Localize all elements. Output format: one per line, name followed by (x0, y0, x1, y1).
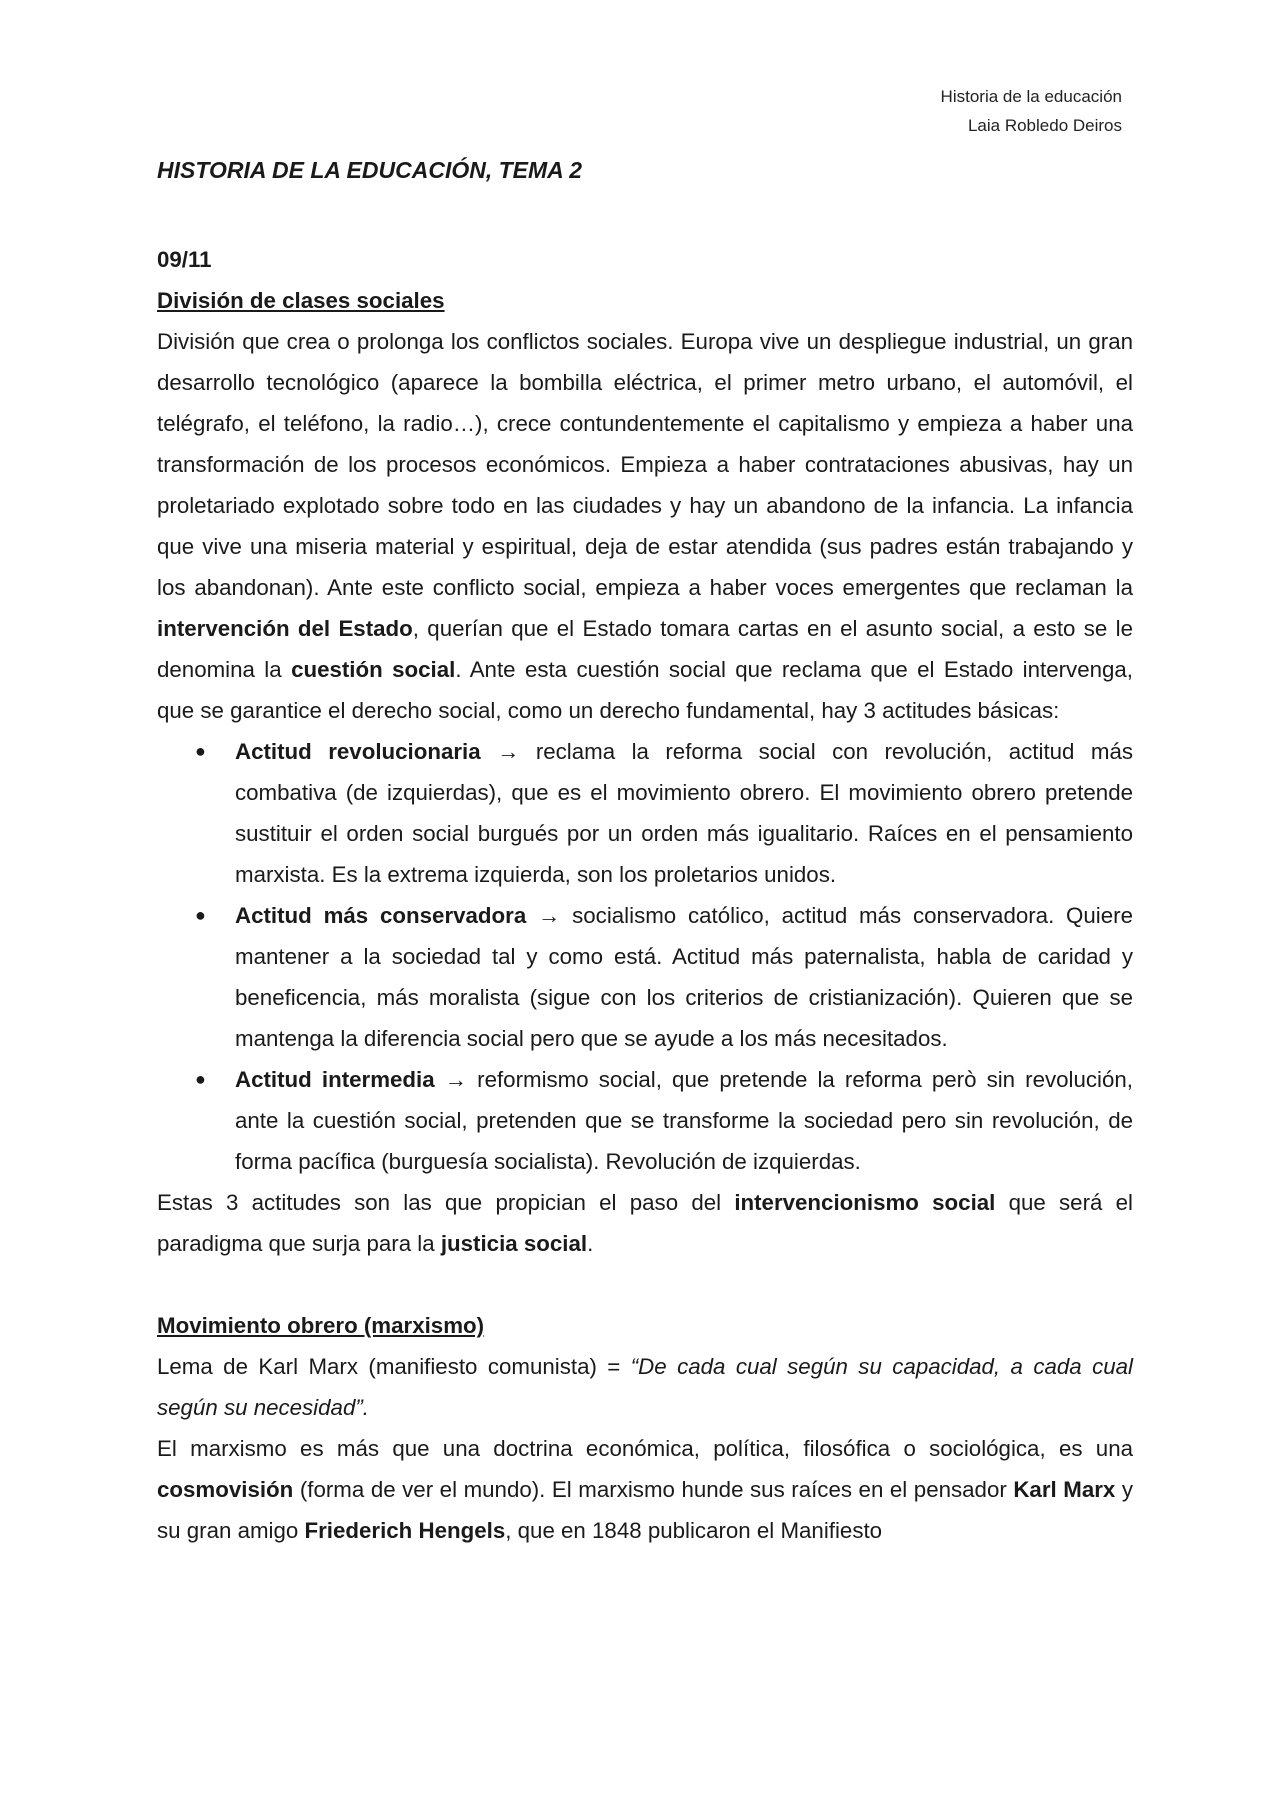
bullet-label: Actitud intermedia (235, 1067, 435, 1092)
closing-text-3: . (587, 1231, 594, 1256)
lema-quote: “De cada cual según su capacidad, a cada cual según su necesidad”. (157, 1354, 1133, 1420)
bullet-icon: ● (195, 741, 206, 761)
section-heading-movimiento-obrero: Movimiento obrero (marxismo) (157, 1313, 485, 1338)
header-author: Laia Robledo Deiros (967, 116, 1122, 135)
list-item-revolucionaria (157, 731, 1133, 895)
marx-text-3: y su gran amigo (157, 1477, 1134, 1543)
list-item-conservadora (157, 895, 1133, 1059)
closing-text-2: que será el paradigma que surja para la (157, 1190, 1133, 1256)
bullet-text: → socialismo católico, actitud más conservadora. Quiere mantener a la sociedad tal y como está. Actitud más paternalista, habla de caridad y beneficencia, más moralista (sigue con los criterios de cristianización). Quieren que se mantenga la diferencia social pero que se ayude a los más necesitados. (235, 903, 1133, 1051)
marxismo-paragraph (157, 1428, 1133, 1551)
marx-bold-1: cosmovisión (157, 1477, 294, 1502)
bullet-text: → reformismo social, que pretende la reforma però sin revolución, ante la cuestión social, pretenden que se transforme la sociedad pero sin revolución, de forma pacífica (burguesía socialista). Revolución de izquierdas. (235, 1067, 1133, 1174)
bullet-icon: ● (195, 1069, 206, 1089)
closing-bold-1: intervencionismo social (734, 1190, 996, 1215)
lema-text: Lema de Karl Marx (manifiesto comunista) = (157, 1354, 631, 1379)
marx-bold-2: Karl Marx (1013, 1477, 1116, 1502)
marx-text-4: , que en 1848 publicaron el Manifiesto (505, 1518, 883, 1543)
intro-text-3: . Ante esta cuestión social que reclama que el Estado intervenga, que se garantice el derecho social, como un derecho fundamental, hay 3 actitudes básicas: (157, 657, 1133, 723)
closing-text-1: Estas 3 actitudes son las que propician el paso del (157, 1190, 735, 1215)
document-title: HISTORIA DE LA EDUCACIÓN, TEMA 2 (157, 157, 583, 183)
marx-bold-3: Friederich Hengels (304, 1518, 506, 1543)
section-heading-clases-sociales: División de clases sociales (157, 288, 445, 313)
bullet-label: Actitud más conservadora (235, 903, 527, 928)
attitudes-list (157, 731, 1133, 1182)
intro-bold-2: cuestión social (291, 657, 456, 682)
page-header (941, 82, 1122, 140)
bullet-text: → reclama la reforma social con revolución, actitud más combativa (de izquierdas), que es el movimiento obrero. El movimiento obrero pretende sustituir el orden social burgués por un orden más igualitario. Raíces en el pensamiento marxista. Es la extrema izquierda, son los proletarios unidos. (235, 739, 1134, 887)
entry-date: 09/11 (157, 247, 212, 272)
list-item-intermedia (157, 1059, 1133, 1182)
marx-text-1: El marxismo es más que una doctrina económica, política, filosófica o sociológica, es una (157, 1436, 1133, 1461)
lema-paragraph (157, 1346, 1133, 1428)
intro-bold-1: intervención del Estado (157, 616, 413, 641)
intro-paragraph (157, 321, 1133, 731)
header-course: Historia de la educación (940, 87, 1122, 106)
intro-text-1: División que crea o prolonga los conflictos sociales. Europa vive un despliegue industrial, un gran desarrollo tecnológico (aparece la bombilla eléctrica, el primer metro urbano, el automóvil, el telégrafo, el teléfono, la radio…), crece contundentemente el capitalismo y empieza a haber una transformación de los procesos económicos. Empieza a haber contrataciones abusivas, hay un proletariado explotado sobre todo en las ciudades y hay un abandono de la infancia. La infancia que vive una miseria material y espiritual, deja de estar atendida (sus padres están trabajando y los abandonan). Ante este conflicto social, empieza a haber voces emergentes que reclaman la (157, 329, 1133, 600)
intro-text-2: , querían que el Estado tomara cartas en el asunto social, a esto se le denomina la (157, 616, 1133, 682)
bullet-label: Actitud revolucionaria (235, 739, 481, 764)
closing-bold-2: justicia social (440, 1231, 588, 1256)
bullet-icon: ● (195, 905, 206, 925)
document-body (157, 150, 1133, 1551)
marx-text-2: (forma de ver el mundo). El marxismo hunde sus raíces en el pensador (293, 1477, 1014, 1502)
closing-paragraph (157, 1182, 1133, 1264)
